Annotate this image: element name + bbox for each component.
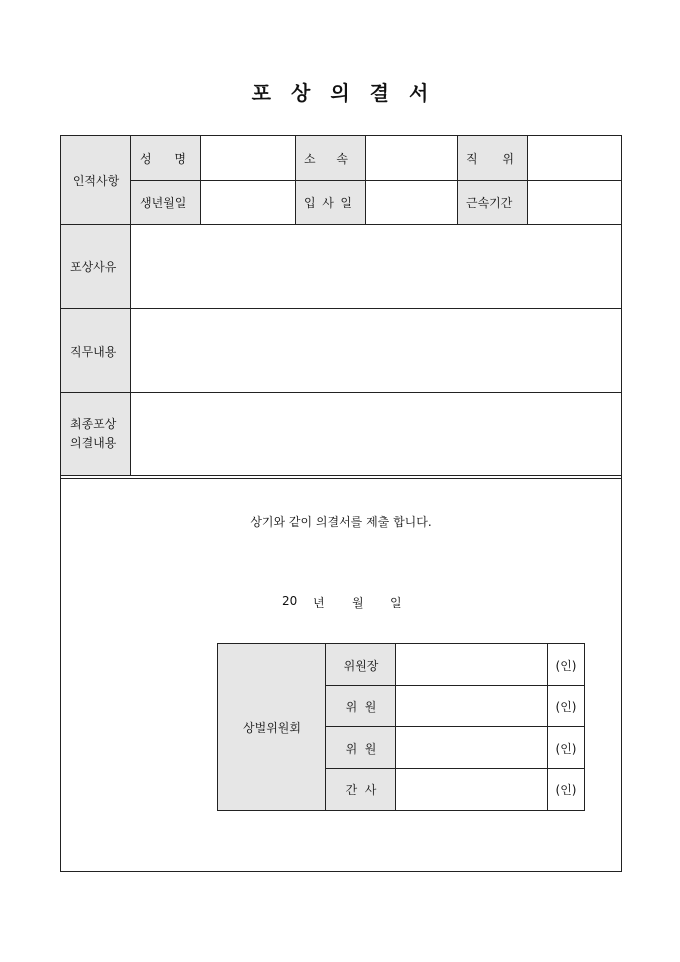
date-day: 일	[390, 596, 402, 610]
birth-label-cell: 생년월일	[131, 180, 200, 224]
seal-mark: (인)	[555, 783, 577, 797]
committee-role-secretary: 간 사	[326, 769, 396, 810]
name-label-char: 명	[174, 151, 186, 166]
committee-signature-field[interactable]	[396, 644, 548, 686]
birth-value-field[interactable]	[200, 180, 295, 224]
dept-label-char: 속	[336, 151, 348, 166]
name-value-field[interactable]	[200, 136, 295, 180]
dept-label-char: 소	[304, 151, 316, 166]
title-char: 결	[369, 81, 389, 105]
submission-statement: 상기와 같이 의결서를 제출 합니다.	[250, 515, 432, 529]
date-year: 년	[313, 596, 325, 610]
duties-label: 직무내용	[61, 309, 131, 393]
seal-mark: (인)	[555, 700, 577, 714]
dept-value-field[interactable]	[365, 136, 457, 180]
award-reason-label: 포상사유	[61, 224, 131, 309]
hire-label-cell	[295, 180, 365, 224]
title-char: 서	[408, 81, 429, 105]
hire-value-field[interactable]	[365, 180, 457, 224]
hire-label-char: 사	[322, 195, 334, 210]
committee-role-member: 위 원	[326, 686, 396, 727]
tenure-value-field[interactable]	[527, 180, 622, 224]
position-value-field[interactable]	[527, 136, 622, 180]
name-label-char: 성	[140, 151, 152, 166]
tenure-label-cell: 근속기간	[457, 180, 527, 224]
title-char: 포	[251, 81, 271, 105]
committee-signature-field[interactable]	[396, 727, 548, 769]
dept-label-cell	[295, 136, 365, 180]
committee-label: 상벌위원회	[218, 644, 326, 810]
hire-label-char: 입	[304, 195, 316, 210]
personal-info-label: 인적사항	[61, 136, 131, 224]
title-char: 상	[291, 81, 311, 105]
award-reason-field[interactable]	[131, 224, 622, 309]
committee-signature-field[interactable]	[396, 686, 548, 727]
seal-mark: (인)	[555, 658, 577, 673]
position-label-char: 위	[502, 151, 514, 166]
position-label-char: 직	[466, 151, 478, 166]
duties-field[interactable]	[131, 309, 622, 393]
committee-signature-field[interactable]	[396, 769, 548, 810]
hire-label-char: 일	[340, 195, 352, 210]
name-label-cell	[131, 136, 200, 180]
title-char: 의	[330, 81, 350, 105]
document-title	[0, 77, 680, 106]
date-year-prefix: 20	[282, 594, 298, 608]
seal-mark: (인)	[555, 741, 577, 756]
committee-role-chair: 위원장	[326, 644, 396, 686]
committee-table	[217, 643, 585, 811]
final-resolution-label: 최종포상 의결내용	[61, 393, 131, 475]
final-resolution-field[interactable]	[131, 393, 622, 475]
date-month: 월	[352, 596, 364, 610]
committee-role-member: 위 원	[326, 727, 396, 769]
position-label-cell	[457, 136, 527, 180]
